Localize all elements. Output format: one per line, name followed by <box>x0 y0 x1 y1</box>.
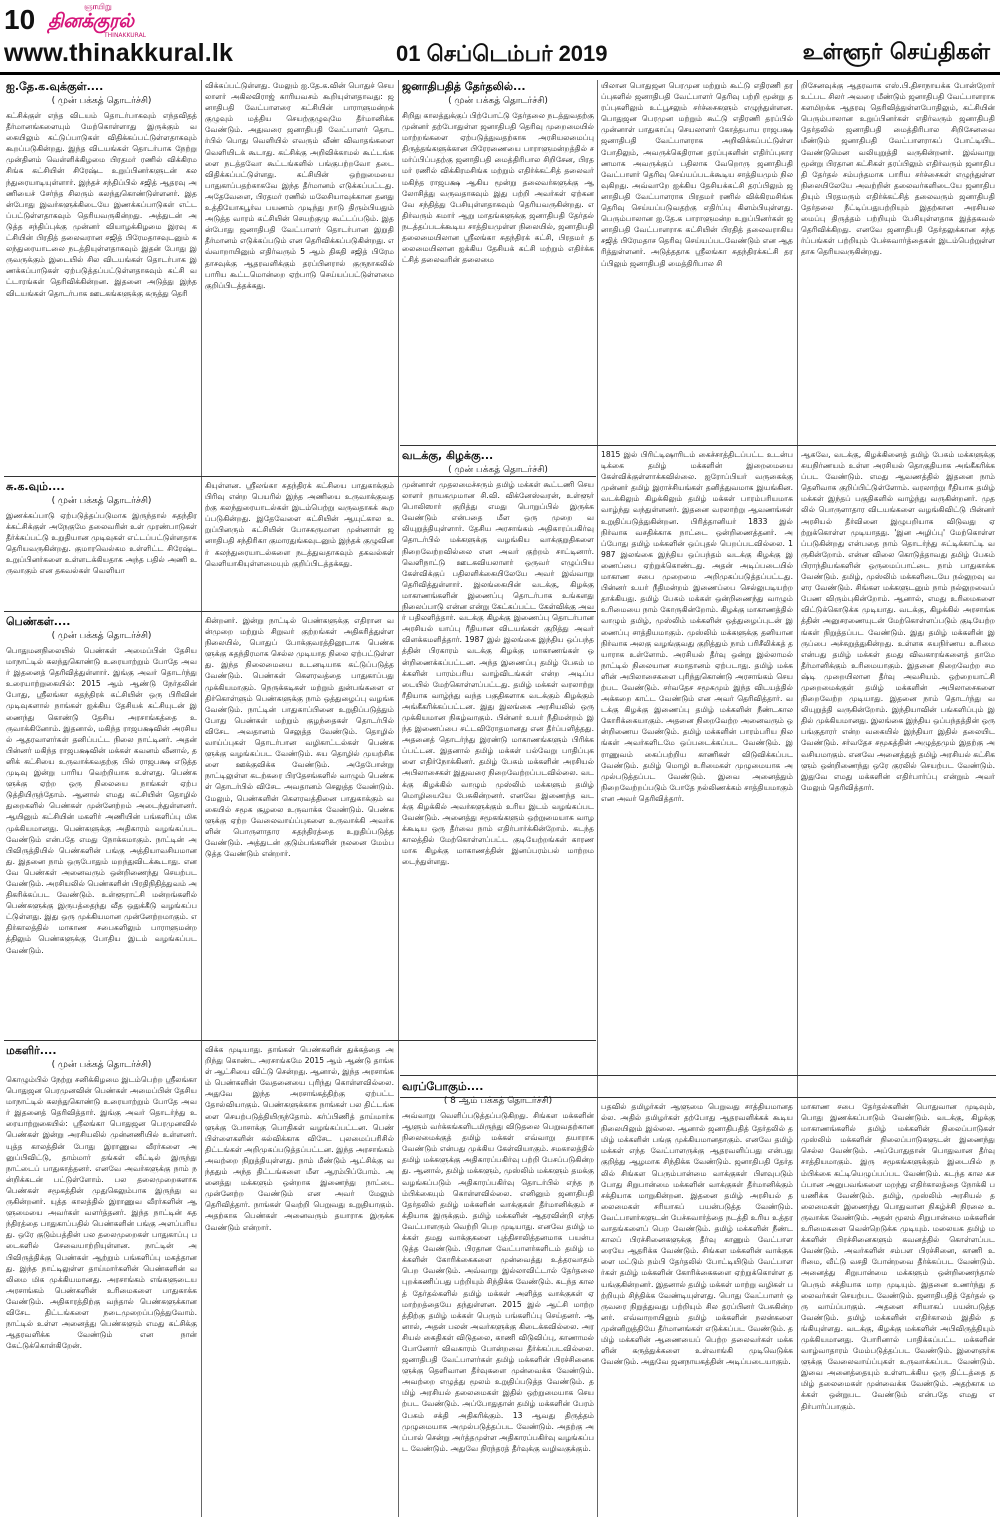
continued-note: ( 8 ஆம் பக்கத் தொடர்ச்சி) <box>443 1096 553 1106</box>
article-body: விக்கப்பட்டுள்ளது. மேலும் ஐ.தே.க.வின் பொதுச் செயலாளர் அகிலவிராஜ் காரியவசம் கூறியுள்ளதாவது: ஜனாதிபதி வேட்பாளரை கட்சியின் பாராளுமன்றக் குழுவும் மத்திய செயற்குழுவுமே தீர்மானிக்க வேண்டும். அதுவரை ஜனாதிபதி வேட்பாளர் தொடர்பில் பொது வெளியில் எவரும் வீண் விவாதங்களை வெளியிடக் கூடாது. கட்சிக்கு அறிவிக்காமல் கூட்டங்களை நடத்தவோ கூட்டங்களில் பங்குபற்றவோ தடை விதிக்கப்பட்டுள்ளது. கட்சியின் ஒற்றுமையை பாதுகாப்பதற்காகவே இந்த தீர்மானம் எடுக்கப்பட்டது. அதேவேளை, பிரதமர் ரணில் மலேசியாவுக்கான தனது உத்தியோகபூர்வ பயணம் முடிந்து நாடு திரும்பியதும் அடுத்த வாரம் கட்சியின் செயற்குழு கூட்டப்படும். இதன்போது ஜனாதிபதி வேட்பாளர் தொடர்பான இறுதி தீர்மானம் எடுக்கப்படும் என தெரிவிக்கப்படுகின்றது. எவ்வாறாயினும் எதிர்வரும் 5 ஆம் திகதி சஜித் பிரேமதாசவுக்கு ஆதரவளிக்கும் தரப்பினரால் குருநாகலில் பாரிய கூட்டமொன்றை ஏற்பாடு செய்யப்பட்டுள்ளமை குறிப்பிடத்தக்கது. <box>205 81 394 290</box>
masthead <box>0 0 1000 74</box>
continued-note: ( முன் பக்கத் தொடர்ச்சி) <box>448 96 548 106</box>
article-body: கொழும்பில் நேற்று சனிக்கிழமை இடம்பெற்ற ஸ்ரீலங்கா பொதுஜன பெரமுனவின் பெண்கள் அமைப்பின் தேசிய மாநாட்டில் கலந்துகொண்டு உரையாற்றும் போதே அவர் இதனைத் தெரிவித்தார். இங்கு அவர் தொடர்ந்து உரையாற்றுகையில்: ஸ்ரீலங்கா பொதுஜன பெரமுனவில் பெண்கள் இன்று அரசியலில் முன்னணியில் உள்ளனர். யுத்த காலத்தின் போது இராணுவ வீரர்களை அனுப்பிவிட்டு, தாம்மார் தங்கள் வீட்டில் இருந்து நாட்டைப் பாதுகாத்தனர். எனவே அவர்களுக்கு நாம் நன்றிக்கடன் பட்டுள்ளோம். பல தலைமுறைகளாக பெண்கள் சமூகத்தின் முதுகெலும்பாக இருந்து வருகின்றனர். யுத்த காலத்தில் இராணுவ வீரர்களின் ஆளுமையை அவர்கள் வளர்த்தனர். இந்த நாட்டின் சுதந்திரத்தை பாதுகாப்பதில் பெண்களின் பங்கு அளப்பரியது. ஒரே குடும்பத்தின் பல தலைமுறைகள் பாதுகாப்பு படைகளில் சேவையாற்றியுள்ளன. நாட்டின் அபிவிருத்திக்கு பெண்கள் ஆற்றும் பங்களிப்பு மகத்தானது. இந்த நாட்டிலுள்ள தாய்மார்களின் பெண்களின் வலிமை மிக முக்கியமானது. அரசாங்கம் எங்களுடைய அரசாங்கம் பெண்களின் உரிமைகளை பாதுகாக்க வேண்டும். அதிகாரத்திற்கு வந்தால் பெண்களுக்கான விசேட திட்டங்களை நடைமுறைப்படுத்துவோம். நாட்டில் உள்ள அனைத்து பெண்களும் எமது கட்சிக்கு ஆதரவளிக்க வேண்டும் என நான் கேட்டுக்கொள்கிறேன். <box>6 1075 197 1351</box>
continued-note: ( முன் பக்கத் தொடர்ச்சி) <box>51 1060 152 1070</box>
issue-date: 01 செப்டெம்பர் 2019 <box>396 41 608 66</box>
website-url[interactable]: www.thinakkural.lk <box>4 39 234 67</box>
section-title: உள்ளூர் செய்திகள் <box>802 40 990 65</box>
article-body: கின்றனர். இன்று நாட்டில் பெண்களுக்கு எதிரான வன்முறை மற்றும் சிறுவர் குற்றங்கள் அதிகரித்துள்ள நிலையில், பொதுப் போக்குவரத்தினூடாக பெண்களுக்கு சுதந்திரமாக செல்ல முடியாத நிலை ஏற்பட்டுள்ளது. இந்த நிலைமையை உடனடியாக கட்டுப்படுத்த வேண்டும். பெண்கள் கௌரவத்தை பாதுகாப்பது முக்கியமாகும். நெருக்கடிகள் மற்றும் துன்பங்களை எதிர்கொள்ளும் பெண்களுக்கு நாம் ஒத்துழைப்பு வழங்க வேண்டும். நாட்டின் பாதுகாப்பினை உறுதிப்படுத்தும் போது பெண்கள் மற்றும் குழந்தைகள் தொடர்பில் விசேட அவதானம் செலுத்த வேண்டும். தொழில் வாய்ப்புகள் தொடர்பான வழிகாட்டல்கள் பெண்களுக்கு வழங்கப்பட வேண்டும். சுய தொழில் முயற்சிகளை ஊக்குவிக்க வேண்டும். அதேபோன்று நாட்டிலுள்ள கடற்கரை பிரதேசங்களில் வாழும் பெண்கள் தொடர்பில் விசேட அவதானம் செலுத்த வேண்டும். மேலும், பெண்களின் கௌரவத்தினை பாதுகாக்கும் வகையில் சமூக சூழலை உருவாக்க வேண்டும். பெண்களுக்கு ஏற்ற வேலைவாய்ப்புகளை உருவாக்கி அவர்களின் பொருளாதார சுதந்திரத்தை உறுதிப்படுத்த வேண்டும். அத்துடன் குடும்பங்களின் நலனை மேம்படுத்த வேண்டும் என்றார். <box>205 616 394 858</box>
article-women-continued <box>205 615 394 1036</box>
logo-sub: THINAKKURAL <box>104 32 147 39</box>
article-body: முன்னாள் முதலமைச்சரும் தமிழ் மக்கள் கூட்டணி செயலாளர் நாயகமுமான சி.வி. விக்னேஸ்வரன், உள்ளூர் பொலிஸார் குறித்து எமது பொறுப்பில் இருக்க வேண்டும் என்பதை மீள ஒரு முறை வலியுறுத்தியுள்ளார். தேசிய அரசாங்கம் அதிகாரப்பகிர்வு தொடர்பில் மக்களுக்கு வழங்கிய வாக்குறுதிகளை நிறைவேற்றவில்லை என அவர் குற்றம் சாட்டினார். வெளிநாட்டு ஊடகவியலாளர் ஒருவர் எழுப்பிய கேள்விக்குப் பதிலளிக்கையிலேயே அவர் இவ்வாறு தெரிவித்துள்ளார். இலங்கையின் வடக்கு, கிழக்கு மாகாணங்களின் இணைப்பு தொடர்பாக உங்களது நிலைப்பாடு என்ன என்று கேட்கப்பட்ட கேள்விக்கு அவர் பதிலளித்தார். வடக்கு கிழக்கு இணைப்பு தொடர்பான அரசியல் யாப்பு ரீதியான விடயங்கள் குறித்து அவர் விளக்கமளித்தார். 1987 இல் இலங்கை இந்திய ஒப்பந்தத்தின் பிரகாரம் வடக்கு கிழக்கு மாகாணங்கள் ஒன்றிணைக்கப்பட்டன. அந்த இணைப்பு தமிழ் பேசும் மக்களின் பாரம்பரிய வாழ்விடங்கள் என்ற அடிப்படையில் மேற்கொள்ளப்பட்டது. தமிழ் மக்கள் வரலாற்று ரீதியாக வாழ்ந்து வந்த பகுதிகளாக வடக்கும் கிழக்கும் அங்கீகரிக்கப்பட்டன. இது இலங்கை அரசியலில் ஒரு முக்கியமான நிகழ்வாகும். பின்னர் உயர் நீதிமன்றம் இந்த இணைப்பை சட்டவிரோதமானது என தீர்ப்பளித்தது. அதனைத் தொடர்ந்து இரண்டு மாகாணங்களும் பிரிக்கப்பட்டன. இதனால் தமிழ் மக்கள் பல்வேறு பாதிப்புகளை எதிர்நோக்கினர். தமிழ் பேசும் மக்களின் அரசியல் அபிலாசைகள் இதுவரை நிறைவேற்றப்படவில்லை. வடக்கு கிழக்கில் வாழும் முஸ்லிம் மக்களும் தமிழ் மொழியையே பேசுகின்றனர். எனவே இணைந்த வடக்கு கிழக்கில் அவர்களுக்கும் உரிய இடம் வழங்கப்பட வேண்டும். அனைத்து சமூகங்களும் ஒற்றுமையாக வாழக்கூடிய ஒரு தீர்வை நாம் எதிர்பார்க்கின்றோம். கடந்த காலத்தில் மேற்கொள்ளப்பட்ட குடியேற்றங்கள் காரணமாக கிழக்கு மாகாணத்தின் இனப்பரம்பல் மாற்றமடைந்துள்ளது. <box>402 480 594 867</box>
article-body: இணக்கப்பாடு ஏற்படுத்தப்படுமாக இருந்தால் சுதந்திரக்கட்சிக்குள் அநேகுமே தலைவரின் உள் முரண்பாடுகள் தீர்க்கப்பட்டு உறுதியான முடிவுகள் எட்டப்பட்டுள்ளதாக தெரியவருகின்றது. குமாரவெல்கம உள்ளிட்ட சிரேஷ்ட உறுப்பினர்களை உள்ளடக்கியதாக அந்த பதில் அணி உருவாகும் என தகவல்கள் வெளியா <box>6 511 197 576</box>
column-divider <box>398 80 399 1517</box>
logo-tagline: ஞாயிறு <box>84 2 112 11</box>
article-upcoming-continued <box>601 1101 793 1518</box>
article-unp <box>6 80 197 472</box>
column-divider <box>797 80 798 1517</box>
article-presidential-election <box>402 80 594 442</box>
page-number: 10 <box>4 4 36 35</box>
article-kicker: வடக்கு, கிழக்கு... <box>402 449 494 462</box>
article-womens-wing <box>6 1044 197 1518</box>
article-body: சிறிது காலத்துக்குப் பிற்போட்டு தேர்தலை நடத்துவதற்கு முன்னர் தற்போதுள்ள ஜனாதிபதி தெரிவு முறைமையில் மாற்றங்களை ஏற்படுத்துவதற்காக அரசியலமைப்பு திருத்தங்களுக்கான பிரேரணையை பாராளுமன்றத்தில் சமர்ப்பிப்பதற்கு ஜனாதிபதி மைத்திரிபால சிறிசேன, பிரதமர் ரணில் விக்கிரமசிங்க மற்றும் எதிர்க்கட்சித் தலைவர் மகிந்த ராஜபக்ஷ ஆகிய மூன்று தலைவர்களுக்கு ஆலோசித்து வருவதாகவும் இது பற்றி அவர்கள் ஏற்கனவே சந்தித்து பேசியுள்ளதாகவும் தெரியவருகின்றது. எதிர்வரும் சுமார் ஆறு மாதங்களுக்கு ஜனாதிபதி தேர்தல் நடத்தப்படக்கூடிய சாத்தியமுள்ள நிலையில், ஜனாதிபதி தலைமையிலான ஸ்ரீலங்கா சுதந்திரக் கட்சி, பிரதமர் தலைமையிலான ஐக்கிய தேசியக் கட்சி மற்றும் எதிர்க்கட்சித் தலைவரின் தலைமை <box>402 111 594 265</box>
continued-note: ( முன் பக்கத் தொடர்ச்சி) <box>51 96 152 106</box>
logo-name: தினக்குரல் <box>48 10 134 32</box>
article-kicker: வரப்போகும்.... <box>402 1080 484 1093</box>
article-slfp <box>6 480 197 608</box>
article-body: கட்சிக்குள் எந்த விடயம் தொடர்பாகவும் எந்தவிதத் தீர்மானங்களையும் மேற்கொள்ளாது இருக்கும் வகையிலும் கட்டுப்பாடுகள் விதிக்கப்பட்டுள்ளதாகவும் கூறப்படுகின்றது. இந்த விடயங்கள் தொடர்பாக நேற்று முன்தினம் வெள்ளிக்கிழமை பிரதமர் ரணில் விக்கிரமசிங்க கட்சியின் சிரேஷ்ட உறுப்பினர்களுடன் கலந்துரையாடியுள்ளார். இந்தச் சந்திப்பில் சஜித் ஆதரவு அணியைச் சேர்ந்த சிலரும் கலந்துகொண்டுள்ளனர். இதன்போது இவர்களுக்கிடையே இணக்கப்பாடுகள் எட்டப்பட்டுள்ளதாகவும் தெரியவருகின்றது. அத்துடன் அடுத்த சந்திப்புக்கு முன்னர் வியாழக்கிழமை இரவு கட்சியின் பிரதித் தலைவரான சஜித் பிரேமதாசவுடனும் கலந்துரையாடலை நடத்தியுள்ளதாகவும் இதன் போது இருவருக்கும் இடையில் சில விடயங்கள் தொடர்பாக இணக்கப்பாடுகள் ஏற்படுத்தப்பட்டுள்ளதாகவும் கட்சி வட்டாரங்கள் தெரிவிக்கின்றன. இதனை அடுத்து இந்த விடயங்கள் தொடர்பாக ஊடகங்களுக்கு கருத்து தெரி <box>6 111 197 298</box>
article-body: ஆகவே, வடக்கு, கிழக்கினைத் தமிழ் பேசும் மக்களுக்கு சுயநிர்ணயம் உள்ள அரசியல் தொகுதியாக அங்கீகரிக்கப்பட வேண்டும். எமது ஆவணத்தில் இதனை நாம் தெளிவாக குறிப்பிட்டுள்ளோம். வரலாற்று ரீதியாக தமிழ் மக்கள் இந்தப் பகுதிகளில் வாழ்ந்து வருகின்றனர். முதலில் பொருளாதார விடயங்களை வழங்கிவிட்டு பின்னர் அரசியல் தீர்வினை இழுபறியாக விடுவது ஏற்றுக்கொள்ள முடியாதது. 'இன அழிப்பு' மேற்கொள்ளப்படுகின்றது என்பதை நாம் தொடர்ந்து சுட்டிக்காட்டி வருகின்றோம். என்ன விலை கொடுத்தாவது தமிழ் பேசும் பிராந்தியங்களின் ஒருமைப்பாட்டை நாம் பாதுகாக்க வேண்டும். தமிழ், முஸ்லிம் மக்களிடையே நல்லுறவு வளர வேண்டும். சிங்கள மக்களுடனும் நாம் நல்லுறவைப் பேண விரும்புகின்றோம். ஆனால், எமது உரிமைகளை விட்டுக்கொடுக்க முடியாது. வடக்கு, கிழக்கில் அரசாங்கத்தின் அனுசரணையுடன் மேற்கொள்ளப்படும் குடியேற்றங்கள் நிறுத்தப்பட வேண்டும். இது தமிழ் மக்களின் இருப்பை அச்சுறுத்துகின்றது. உள்ளக சுயநிர்ணய உரிமை என்பது தமிழ் மக்கள் தமது விவகாரங்களைத் தாமே தீர்மானிக்கும் உரிமையாகும். இதனை நிறைவேற்ற சமஷ்டி முறையிலான தீர்வு அவசியம். ஒற்றையாட்சி முறைமைக்குள் தமிழ் மக்களின் அபிலாசைகளை நிறைவேற்ற முடியாது. இதனை நாம் தொடர்ந்து வலியுறுத்தி வருகின்றோம். இந்தியாவின் பங்களிப்பும் இதில் முக்கியமானது. இலங்கை இந்திய ஒப்பந்தத்தின் ஒரு பங்குதாரர் என்ற வகையில் இந்தியா இதில் தலையிட வேண்டும். சர்வதேச சமூகத்தின் அழுத்தமும் இதற்கு அவசியமாகும். எனவே அனைத்துத் தமிழ் அரசியல் கட்சிகளும் ஒன்றிணைந்து ஒரே குரலில் செயற்பட வேண்டும். இதுவே எமது மக்களின் எதிர்பார்ப்பு என்றும் அவர் மேலும் தெரிவித்தார். <box>801 450 995 792</box>
continued-note: ( முன் பக்கத் தொடர்ச்சி) <box>51 496 152 506</box>
continued-note: ( முன் பக்கத் தொடர்ச்சி) <box>51 631 152 641</box>
article-kicker: ஐ.தே.க.வுக்குள்.... <box>6 80 104 93</box>
article-presidential-election-continued <box>601 80 793 442</box>
article-north-east-continued <box>601 449 793 1071</box>
article-body: யிலான பொதுஜன பெரமுன மற்றும் கூட்டு எதிரணி தரப்புகளில் ஜனாதிபதி வேட்பாளர் தெரிவு பற்றி மூன்று தரப்புகளிலும் உட்பூசலும் சர்ச்சைகளும் எழுந்துள்ளன. பொதுஜன பெரமுன மற்றும் கூட்டு எதிரணி தரப்பில் முன்னாள் பாதுகாப்பு செயலாளர் கோத்தபாய ராஜபக்ஷ ஜனாதிபதி வேட்பாளராக அறிவிக்கப்பட்டுள்ள போதிலும், அவருக்கெதிரான தரப்புகளின் எதிர்ப்புகாரணமாக அவருக்குப் பதிலாக வேறொரு ஜனாதிபதி வேட்பாளர் தெரிவு செய்யப்படக்கூடிய சாத்தியமும் நிலவுகிறது. அவ்வாறே ஐக்கிய தேசியக்கட்சி தரப்பிலும் ஜனாதிபதி வேட்பாளராக பிரதமர் ரணில் விக்கிரமசிங்க தெரிவு செய்யப்படுவதற்கு எதிர்ப்பு கிளம்பியுள்ளது. பெரும்பாலான ஐ.தே.க பாராளுமன்ற உறுப்பினர்கள் ஜனாதிபதி வேட்பாளராக கட்சியின் பிரதித் தலைவராகிய சஜித் பிரேமதாச தெரிவு செய்யப்படவேண்டும் என ஆதரித்துள்ளனர். அடுத்ததாக ஸ்ரீலங்கா சுதந்திரக்கட்சி தரப்பிலும் ஜனாதிபதி மைத்திரிபால சி <box>601 81 793 268</box>
masthead-rule <box>0 72 1000 75</box>
article-divider <box>400 1075 996 1076</box>
article-north-east-continued-2 <box>801 449 995 1071</box>
continued-note: ( முன் பக்கத் தொடர்ச்சி) <box>448 465 548 475</box>
article-unp-continued <box>205 80 394 472</box>
article-upcoming-continued-2 <box>801 1101 995 1518</box>
article-womens-wing-continued <box>205 1044 394 1518</box>
article-women <box>6 615 197 1036</box>
article-body: விக்க முடியாது. தாங்கள் பெண்களின் துக்கத்தை அறிந்து கொண்ட அரசாங்கமே 2015 ஆம் ஆண்டு தாங்கள் ஆட்சியை விட்டு சென்றது. ஆனால், இந்த அரசாங்கம் பெண்களின் வேதனையை புரிந்து கொள்ளவில்லை. அதுவே இந்த அரசாங்கத்திற்கு ஏற்பட்ட தோல்வியாகும். பெண்களுக்காக நாங்கள் பல திட்டங்களை செயற்படுத்தியிருந்தோம். கர்ப்பிணித் தாய்மார்களுக்கு போசாக்கு பொதிகள் வழங்கப்பட்டன. பெண் பிள்ளைகளின் கல்விக்காக விசேட புலமைப்பரிசில் திட்டங்கள் அறிமுகப்படுத்தப்பட்டன. இந்த அரசாங்கம் அவற்றை நிறுத்தியுள்ளது. நாம் மீண்டும் ஆட்சிக்கு வந்ததும் அந்த திட்டங்களை மீள ஆரம்பிப்போம். அனைத்து மக்களும் ஒன்றாக இணைந்து நாட்டை முன்னேற்ற வேண்டும் என அவர் மேலும் தெரிவித்தார். நாங்கள் வெற்றி பெறுவது உறுதியாகும். அதற்காக பெண்கள் அனைவரும் தயாராக இருக்க வேண்டும் என்றார். <box>205 1045 394 1232</box>
article-kicker: ஜனாதிபதித் தேர்தலில்... <box>402 80 526 93</box>
article-body: 1815 இல் பிரிட்டிஷாரிடம் கைச்சாத்திடப்பட்ட உடன்படிக்கை தமிழ் மக்களின் இறைமையை கேள்விக்குள்ளாக்கவில்லை. ஐரோப்பியர் வருகைக்கு முன்னர் தமிழ் இராச்சியங்கள் தனித்துவமாக இயங்கின. வடக்கிலும் கிழக்கிலும் தமிழ் மக்கள் பாரம்பரியமாக வாழ்ந்து வந்துள்ளனர். இதனை வரலாற்று ஆவணங்கள் உறுதிப்படுத்துகின்றன. பிரித்தானியர் 1833 இல் நிர்வாக வசதிக்காக நாட்டை ஒன்றிணைத்தனர். அப்போது தமிழ் மக்களின் ஒப்புதல் பெறப்படவில்லை. 1987 இலங்கை இந்திய ஒப்பந்தம் வடக்கு கிழக்கு இணைப்பை ஏற்றுக்கொண்டது. அதன் அடிப்படையில் மாகாண சபை முறைமை அறிமுகப்படுத்தப்பட்டது. பின்னர் உயர் நீதிமன்றம் இணைப்பை செல்லுபடியற்றதாக்கியது. தமிழ் பேசும் மக்கள் ஒன்றிணைந்து வாழும் உரிமையை நாம் கோருகின்றோம். கிழக்கு மாகாணத்தில் வாழும் தமிழ், முஸ்லிம் மக்களின் ஒத்துழைப்புடன் இணைப்பு சாத்தியமாகும். முஸ்லிம் மக்களுக்கு தனியான நிர்வாக அலகு வழங்குவது குறித்தும் நாம் பரிசீலிக்கத் தயாராக உள்ளோம். அரசியல் தீர்வு ஒன்று இல்லாமல் நாட்டில் நிலையான சமாதானம் ஏற்படாது. தமிழ் மக்களின் அபிலாசைகளை புரிந்துகொண்டு அரசாங்கம் செயற்பட வேண்டும். சர்வதேச சமூகமும் இந்த விடயத்தில் அக்கறை காட்ட வேண்டும் என அவர் தெரிவித்தார். வடக்கு கிழக்கு இணைப்பு தமிழ் மக்களின் நீண்டகால கோரிக்கையாகும். அதனை நிறைவேற்ற அனைவரும் ஒன்றிணைய வேண்டும். தமிழ் மக்களின் பாரம்பரிய நிலங்கள் அவர்களிடமே ஒப்படைக்கப்பட வேண்டும். இராணுவம் கைப்பற்றிய காணிகள் விடுவிக்கப்பட வேண்டும். தமிழ் மொழி உரிமைகள் முழுமையாக அமுல்படுத்தப்பட வேண்டும். இவை அனைத்தும் நிறைவேற்றப்படும் போதே நல்லிணக்கம் சாத்தியமாகும் என அவர் தெரிவித்தார். <box>601 450 793 803</box>
column-divider <box>201 80 202 1517</box>
article-body: கியுள்ளன. ஸ்ரீலங்கா சுதந்திரக் கட்சியை பாதுகாக்கும் பிரிவு என்ற பெயரில் இந்த அணியை உருவாக்குவதற்கு கலந்துரையாடல்கள் இடம்பெற்று வருவதாகக் கூறப்படுகின்றது. இதேவேளை கட்சியின் ஆயுட்கால உறுப்பினரும் கட்சியின் போசகருமான முன்னாள் ஜனாதிபதி சந்திரிகா குமாரதுங்கவுடனும் இந்தக் குழுவினர் கலந்துரையாடல்களை நடத்துவதாகவும் தகவல்கள் வெளியாகியுள்ளமையும் குறிப்பிடத்தக்கது. <box>205 481 394 568</box>
article-kicker: சு.க.வும்.... <box>6 480 65 493</box>
article-divider <box>400 445 996 446</box>
article-slfp-continued <box>205 480 394 608</box>
column-divider <box>597 80 598 1517</box>
article-body: மாகாண சபை தேர்தல்களின் பொதுவான முடிவும், பொது இணக்கப்பாடும் வேண்டும். வடக்கு, கிழக்கு மாகாணங்களில் தமிழ் மக்களின் நிலைப்பாடுகள் முஸ்லிம் மக்களின் நிலைப்பாடுகளுடன் இணைந்து செல்ல வேண்டும். அப்போதுதான் பொதுவான தீர்வு சாத்தியமாகும். இரு சமூகங்களுக்கும் இடையில் நம்பிக்கை கட்டியெழுப்பப்பட வேண்டும். கடந்த கால கசப்பான அனுபவங்களை மறந்து எதிர்காலத்தை நோக்கி பயணிக்க வேண்டும். தமிழ், முஸ்லிம் அரசியல் தலைமைகள் இணைந்து பொதுவான நிகழ்ச்சி நிரலை உருவாக்க வேண்டும். அதன் மூலம் சிறுபான்மை மக்களின் உரிமைகளை வென்றெடுக்க முடியும். மலையக தமிழ் மக்களின் பிரச்சினைகளும் கவனத்தில் கொள்ளப்பட வேண்டும். அவர்களின் சம்பள பிரச்சினை, காணி உரிமை, வீட்டு வசதி போன்றவை தீர்க்கப்பட வேண்டும். அனைத்து சிறுபான்மை மக்களும் ஒன்றிணைந்தால் பெரும் சக்தியாக மாற முடியும். இதனை உணர்ந்து தலைவர்கள் செயற்பட வேண்டும். ஜனாதிபதித் தேர்தல் ஒரு வாய்ப்பாகும். அதனை சரியாகப் பயன்படுத்த வேண்டும். தமிழ் மக்களின் எதிர்காலம் இதில் தங்கியுள்ளது. வடக்கு, கிழக்கு மக்களின் அபிவிருத்தியும் முக்கியமானது. போரினால் பாதிக்கப்பட்ட மக்களின் வாழ்வாதாரம் மேம்படுத்தப்பட வேண்டும். இளைஞர்களுக்கு வேலைவாய்ப்புகள் உருவாக்கப்பட வேண்டும். இவை அனைத்தையும் உள்ளடக்கிய ஒரு திட்டத்தை தமிழ் தலைமைகள் முன்வைக்க வேண்டும். அதற்காக மக்கள் ஒன்றுபட வேண்டும் என்பதே எமது எதிர்பார்ப்பாகும். <box>801 1102 995 1411</box>
article-kicker: பெண்கள்.... <box>6 615 71 628</box>
article-north-east <box>402 449 594 1071</box>
article-presidential-election-continued-2 <box>801 80 995 442</box>
newspaper-logo <box>44 2 154 38</box>
article-body: பதவில் தமிழர்கள் ஆளுமை பெறுவது சாத்தியமானதல்ல. அதில் தமிழர்கள் தற்போது ஆதரவளிக்கக் கூடிய நிலையிலும் இல்லை. ஆனால் ஜனாதிபதித் தேர்தலில் தமிழ் மக்களின் பங்கு முக்கியமானதாகும். எனவே தமிழ் மக்கள் எந்த வேட்பாளருக்கு ஆதரவளிப்பது என்பது குறித்து ஆழமாக சிந்திக்க வேண்டும். ஜனாதிபதி தேர்தலில் சிங்கள பெரும்பான்மை வாக்குகள் பிளவுபடும் போது சிறுபான்மை மக்களின் வாக்குகள் தீர்மானிக்கும் சக்தியாக மாறுகின்றன. இதனை தமிழ் அரசியல் தலைமைகள் சரியாகப் பயன்படுத்த வேண்டும். வேட்பாளர்களுடன் பேச்சுவார்த்தை நடத்தி உரிய உத்தரவாதங்களைப் பெற வேண்டும். தமிழ் மக்களின் நீண்டகாலப் பிரச்சினைகளுக்கு தீர்வு காணும் வேட்பாளரையே ஆதரிக்க வேண்டும். சிங்கள மக்களின் வாக்குகளை மட்டும் நம்பி தேர்தலில் போட்டியிடும் வேட்பாளர்கள் தமிழ் மக்களின் கோரிக்கைகளை ஏற்றுக்கொள்ள தயங்குகின்றனர். இதனால் தமிழ் மக்கள் மாற்று வழிகள் பற்றியும் சிந்திக்க வேண்டியுள்ளது. பொது வேட்பாளர் ஒருவரை நிறுத்துவது பற்றியும் சில தரப்பினர் பேசுகின்றனர். எவ்வாறாயினும் தமிழ் மக்களின் நலன்களை முன்னிறுத்தியே தீர்மானங்கள் எடுக்கப்பட வேண்டும். தமிழ் மக்களின் ஆணையைப் பெற்ற தலைவர்கள் மக்களின் கருத்துக்களை உள்வாங்கி முடிவெடுக்க வேண்டும். அதுவே ஜனநாயகத்தின் அடிப்படையாகும். <box>601 1102 793 1367</box>
article-kicker: மகளிர்.... <box>6 1044 57 1057</box>
article-body: றிசேனவுக்கு ஆதரவாக எஸ்.பி.திசாநாயக்க போன்றோர் உட்பட சிலர் அவரை மீண்டும் ஜனாதிபதி வேட்பாளராக களமிறக்க ஆதரவு தெரிவித்துள்ளபோதிலும், கட்சியின் பெரும்பாலான உறுப்பினர்கள் எதிர்வரும் ஜனாதிபதி தேர்தலில் ஜனாதிபதி மைத்திரிபால சிறிசேனவை மீண்டும் ஜனாதிபதி வேட்பாளராகப் போட்டியிட வேண்டுமென வலியுறுத்தி வருகின்றனர். இவ்வாறு மூன்று பிரதான கட்சிகள் தரப்பிலும் எதிர்வரும் ஜனாதிபதி தேர்தல் சம்பந்தமாக பாரிய சர்ச்சைகள் எழுந்துள்ள நிலையிலேயே அவற்றின் தலைவர்களிடையே ஜனாதிபதியும் பிரதமரும் எதிர்க்கட்சித் தலைவரும் ஜனாதிபதி தேர்தலை நீட்டிப்பதுபற்றியும் இதற்கான அரசியலமைப்பு திருத்தம் பற்றியும் பேசியுள்ளதாக இத்தகவல் தெரிவிக்கிறது. எனவே ஜனாதிபதி தேர்தலுக்கான சந்தர்ப்பங்கள் பற்றியும் பேச்சுவார்த்தைகள் இடம்பெற்றுள்ளதாக தெரியவருகின்றது. <box>801 81 995 257</box>
article-body: அவ்வாறு வெளிப்படுத்தப்படுகிறது. சிங்கள மக்களின் ஆளும் வர்க்கங்களிடமிருந்து விடுதலை பெறுவதற்கான நிலைமைக்குத் தமிழ் மக்கள் எவ்வாறு தயாராக வேண்டும் என்பது முக்கிய கேள்வியாகும். சமகாலத்தில் தமிழ் மக்களுக்கு அதிகாரப்பகிர்வு பற்றி பேசப்படுகின்றது. ஆனால், தமிழ் மக்களும், முஸ்லிம் மக்களும் தமக்கு வழங்கப்படும் அதிகாரப்பகிர்வு தொடர்பில் எந்த நம்பிக்கையும் கொள்ளவில்லை. எனினும் ஜனாதிபதி தேர்தலில் தமிழ் மக்களின் வாக்குகள் தீர்மானிக்கும் சக்தியாக இருக்கும். தமிழ் மக்களின் ஆதரவின்றி எந்த வேட்பாளரும் வெற்றி பெற முடியாது. எனவே தமிழ் மக்கள் தமது வாக்குகளை புத்திசாலித்தனமாக பயன்படுத்த வேண்டும். பிரதான வேட்பாளர்களிடம் தமிழ் மக்களின் கோரிக்கைகளை முன்வைத்து உத்தரவாதம் பெற வேண்டும். அவ்வாறு இல்லாவிட்டால் தேர்தலை புறக்கணிப்பது பற்றியும் சிந்திக்க வேண்டும். கடந்த காலத் தேர்தல்களில் தமிழ் மக்கள் அளித்த வாக்குகள் ஏமாற்றத்தையே தந்துள்ளன. 2015 இல் ஆட்சி மாற்றத்திற்கு தமிழ் மக்கள் பெரும் பங்களிப்பு செய்தனர். ஆனால், அதன் பலன் அவர்களுக்கு கிடைக்கவில்லை. அரசியல் கைதிகள் விடுதலை, காணி விடுவிப்பு, காணாமல் போனோர் விவகாரம் போன்றவை தீர்க்கப்படவில்லை. ஜனாதிபதி வேட்பாளர்கள் தமிழ் மக்களின் பிரச்சினைகளுக்கு தெளிவான தீர்வுகளை முன்வைக்க வேண்டும். அவற்றை எழுத்து மூலம் உறுதிப்படுத்த வேண்டும். தமிழ் அரசியல் தலைமைகள் இதில் ஒற்றுமையாக செயற்பட வேண்டும். அப்போதுதான் தமிழ் மக்களின் பேரம் பேசும் சக்தி அதிகரிக்கும். 13 ஆவது திருத்தம் முழுமையாக அமுல்படுத்தப்பட வேண்டும். அதற்கு அப்பால் சென்று அர்த்தமுள்ள அதிகாரப்பகிர்வு வழங்கப்பட வேண்டும். அதுவே நிரந்தரத் தீர்வுக்கு வழிவகுக்கும். <box>402 1111 594 1453</box>
article-body: பொதுமனநிலையில் பெண்கள் அமைப்பின் தேசிய மாநாட்டில் கலந்துகொண்டு உரையாற்றும் போதே அவர் இதனைத் தெரிவித்துள்ளார். இங்கு அவர் தொடர்ந்து உரையாற்றுகையில்: 2015 ஆம் ஆண்டு நேர்தலின் போது, ஸ்ரீலங்கா சுதந்திரக் கட்சியின் ஒரு பிரிவின் முடிவுகளால் நாங்கள் ஐக்கிய தேசியக் கட்சியுடன் இணைந்து கொண்டு தேசிய அரசாங்கத்தை உருவாக்கினோம். இதனால், மகிந்த ராஜபக்ஷவின் அரசியல் ஆதரவாளர்கள் தனிப்பட்ட நிலை நாட்டினர். அதன் பின்னர் மகிந்த ராஜபக்ஷவின் மக்கள் கவனம் வீனால், தனிக் கட்சியை உருவாக்கவதற்கு பில் ராஜபக்ஷ எடுத்த முடிவு இன்று பாரிய வெற்றியாக உள்ளது. பெண்களுக்கு ஏற்ற ஒரு நிலையை நாங்கள் ஏற்படுத்தியிருந்தோம். ஆனால் எமது கட்சியின் தொழில் துறைகளில் பெண்கள் முன்னேற்றம் அடைந்துள்ளனர். ஆயினும் கட்சியின் மகளிர் அணியின் பங்களிப்பு மிக முக்கியமானது. பெண்களுக்கு அதிகாரம் வழங்கப்பட வேண்டும் என்பதே எமது நோக்கமாகும். நாட்டின் அபிவிருத்தியில் பெண்களின் பங்கு அத்தியாவசியமானது. இதனை நாம் ஒருபோதும் மறந்துவிடக்கூடாது. எனவே பெண்கள் அனைவரும் ஒன்றிணைந்து செயற்பட வேண்டும். அரசியலில் பெண்களின் பிரதிநிதித்துவம் அதிகரிக்கப்பட வேண்டும். உள்ளூராட்சி மன்றங்களில் பெண்களுக்கு இருபத்தைந்து வீத ஒதுக்கீடு வழங்கப்பட்டுள்ளது. இது ஒரு முக்கியமான முன்னேற்றமாகும். எதிர்காலத்தில் மாகாண சபைகளிலும் பாராளுமன்றத்திலும் பெண்களுக்கு போதிய இடம் வழங்கப்பட வேண்டும். <box>6 646 197 955</box>
article-upcoming <box>402 1080 594 1518</box>
